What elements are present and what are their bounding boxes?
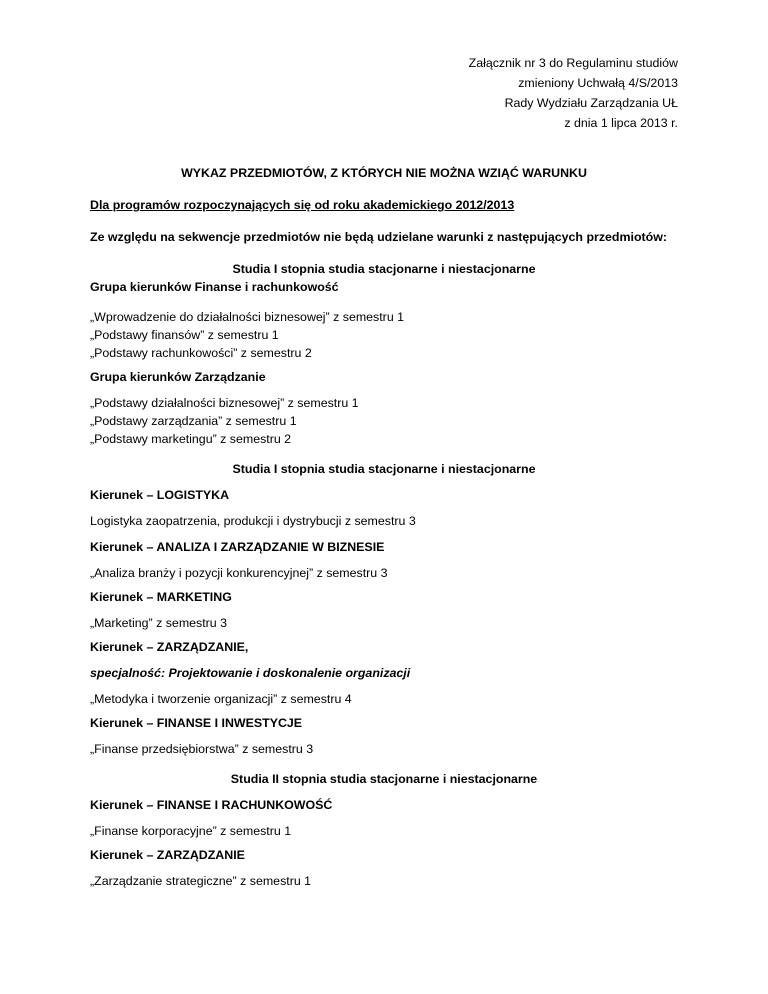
annex-line-3: Rady Wydziału Zarządzania UŁ xyxy=(504,96,678,110)
k-zarzadzanie-heading: Kierunek – ZARZĄDZANIE, xyxy=(90,640,249,654)
k-analiza-heading: Kierunek – ANALIZA I ZARZĄDZANIE W BIZNESIE xyxy=(90,540,385,554)
k-logistyka-heading: Kierunek – LOGISTYKA xyxy=(90,488,230,502)
k-zarzadzanie-ii-heading: Kierunek – ZARZĄDZANIE xyxy=(90,848,245,862)
group2-heading: Grupa kierunków Zarządzanie xyxy=(90,370,266,384)
group1-item-2: „Podstawy finansów” z semestru 1 xyxy=(90,328,279,342)
section2-heading: Studia I stopnia studia stacjonarne i niestacjonarne xyxy=(232,462,536,476)
document-title: WYKAZ PRZEDMIOTÓW, Z KTÓRYCH NIE MOŻNA WZIĄĆ WARUNKU xyxy=(181,166,587,180)
k-zarzadzanie-item: „Metodyka i tworzenie organizacji” z semestru 4 xyxy=(90,692,352,706)
k-finanse-inwestycje-heading: Kierunek – FINANSE I INWESTYCJE xyxy=(90,716,303,730)
k-marketing-heading: Kierunek – MARKETING xyxy=(90,590,232,604)
k-finanse-rachunkowosc-heading: Kierunek – FINANSE I RACHUNKOWOŚĆ xyxy=(90,798,333,812)
k-zarzadzanie-ii-item: „Zarządzanie strategiczne” z semestru 1 xyxy=(90,874,312,888)
group2-item-2: „Podstawy zarządzania” z semestru 1 xyxy=(90,414,297,428)
section1-heading: Studia I stopnia studia stacjonarne i niestacjonarne xyxy=(232,262,536,276)
group1-heading: Grupa kierunków Finanse i rachunkowość xyxy=(90,280,339,294)
annex-line-4: z dnia 1 lipca 2013 r. xyxy=(564,116,678,130)
annex-line-1: Załącznik nr 3 do Regulaminu studiów xyxy=(468,56,678,70)
k-analiza-item: „Analiza branży i pozycji konkurencyjnej” z semestru 3 xyxy=(90,566,388,580)
annex-line-2: zmieniony Uchwałą 4/S/2013 xyxy=(518,76,678,90)
group2-item-3: „Podstawy marketingu” z semestru 2 xyxy=(90,432,292,446)
programs-heading: Dla programów rozpoczynających się od roku akademickiego 2012/2013 xyxy=(90,198,515,212)
group1-item-3: „Podstawy rachunkowości” z semestru 2 xyxy=(90,346,312,360)
section3-heading: Studia II stopnia studia stacjonarne i niestacjonarne xyxy=(230,772,538,786)
intro-text: Ze względu na sekwencje przedmiotów nie będą udzielane warunki z następujących przedmiotów: xyxy=(90,230,667,244)
k-finanse-inwestycje-item: „Finanse przedsiębiorstwa” z semestru 3 xyxy=(90,742,314,756)
k-marketing-item: „Marketing” z semestru 3 xyxy=(90,616,228,630)
group2-item-1: „Podstawy działalności biznesowej” z semestru 1 xyxy=(90,396,359,410)
group1-item-1: „Wprowadzenie do działalności biznesowej” z semestru 1 xyxy=(90,310,405,324)
k-finanse-rachunkowosc-item: „Finanse korporacyjne” z semestru 1 xyxy=(90,824,292,838)
k-zarzadzanie-specialty: specjalność: Projektowanie i doskonalenie organizacji xyxy=(90,666,411,680)
k-logistyka-item: Logistyka zaopatrzenia, produkcji i dystrybucji z semestru 3 xyxy=(90,514,416,528)
